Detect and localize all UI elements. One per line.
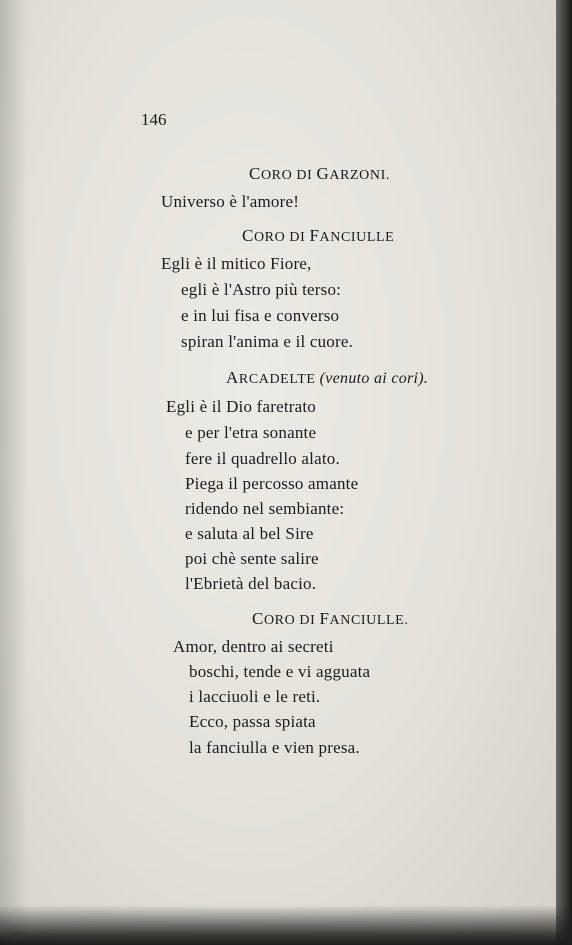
page-number: 146 — [141, 110, 167, 129]
verse-line: Amor, dentro ai secreti — [173, 637, 334, 656]
verse-line: Ecco, passa spiata — [189, 712, 316, 731]
verse-line: ridendo nel sembiante: — [185, 499, 345, 518]
verse-line: spiran l'anima e il cuore. — [181, 332, 354, 351]
verse-line: boschi, tende e vi agguata — [189, 662, 371, 681]
page-left-shading — [0, 0, 28, 945]
speaker-heading-coro-di-garzoni: CORO DI GARZONI. — [249, 164, 390, 183]
page-bottom-shadow — [0, 905, 572, 945]
verse-line: e in lui fisa e converso — [181, 306, 340, 325]
verse-line: Universo è l'amore! — [161, 192, 300, 211]
verse-line: l'Ebrietà del bacio. — [185, 574, 317, 593]
verse-line: poi chè sente salire — [185, 549, 319, 568]
speaker-heading-arcadelte: ARCADELTE (venuto ai cori). — [226, 368, 429, 387]
page-right-edge — [556, 0, 572, 945]
verse-line: e saluta al bel Sire — [185, 524, 314, 543]
verse-line: Egli è il mitico Fiore, — [161, 254, 312, 273]
verse-line: egli è l'Astro più terso: — [181, 280, 342, 299]
verse-line: i lacciuoli e le reti. — [189, 687, 321, 706]
verse-line: la fanciulla e vien presa. — [189, 738, 360, 757]
speaker-heading-coro-di-fanciulle: CORO DI FANCIULLE. — [252, 609, 409, 628]
verse-line: Piega il percosso amante — [185, 474, 359, 493]
speaker-heading-coro-di-fanciulle: CORO DI FANCIULLE — [242, 226, 395, 245]
verse-line: fere il quadrello alato. — [185, 449, 340, 468]
stage-direction: (venuto ai cori). — [319, 370, 429, 387]
verse-line: Egli è il Dio faretrato — [166, 397, 316, 416]
verse-line: e per l'etra sonante — [185, 423, 317, 442]
